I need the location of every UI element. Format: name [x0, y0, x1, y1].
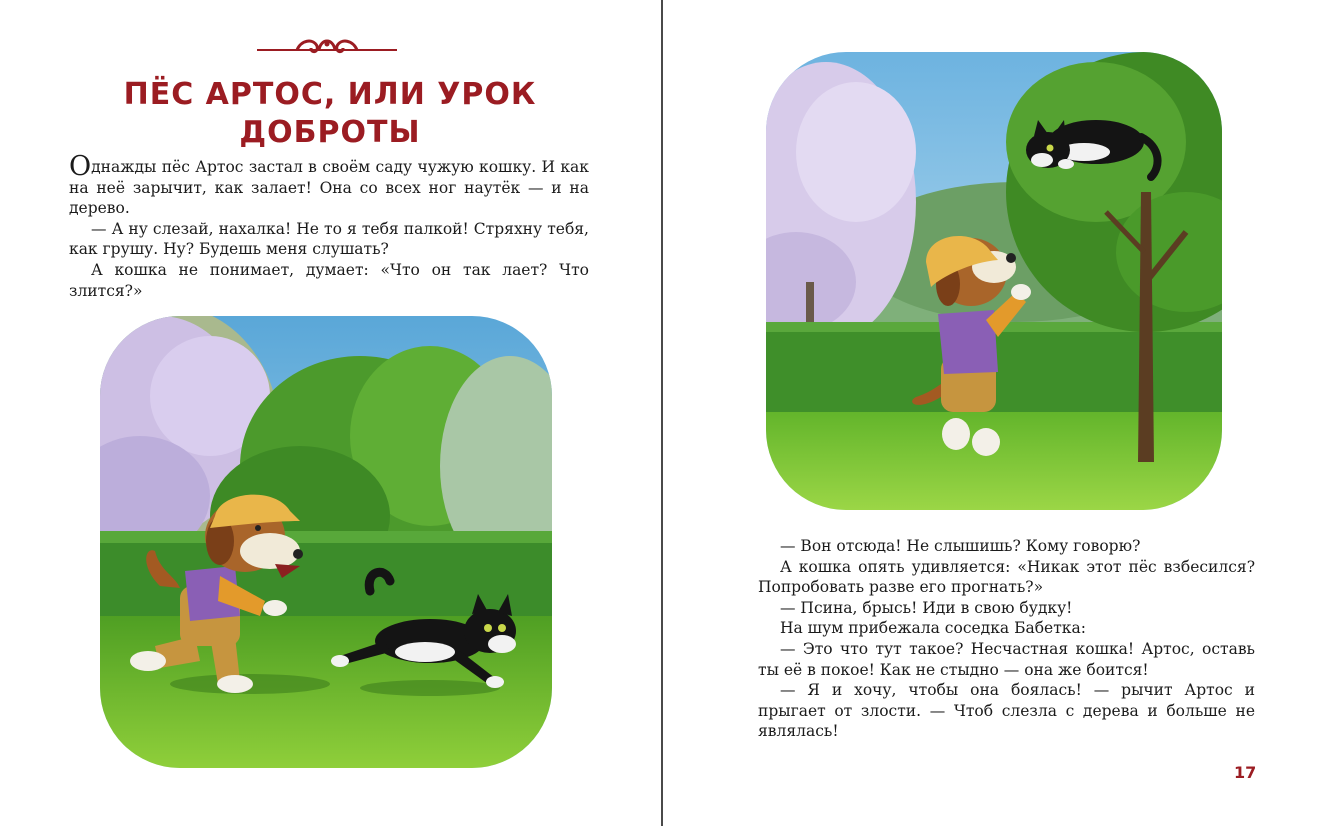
illustration-dog-chasing-cat	[100, 316, 552, 768]
paragraph: А кошка не понимает, думает: «Что он так лает? Что злится?»	[69, 260, 589, 300]
title-ornament-icon	[257, 34, 397, 60]
paragraph: — Это что тут такое? Несчастная кошка! Артос, оставь ты её в покое! Как не стыдно — она же боится!	[758, 639, 1255, 679]
drop-cap: О	[69, 151, 92, 182]
paragraph: А кошка опять удивляется: «Никак этот пёс взбесился? Попробовать разве его прогнать?»	[758, 557, 1255, 597]
paragraph: На шум прибежала соседка Бабетка:	[780, 619, 1086, 638]
paragraph: — Я и хочу, чтобы она боялась! — рычит Артос и прыгает от злости. — Чтоб слезла с дерева и больше не являлась!	[758, 681, 1255, 741]
story-title: ПЁС АРТОС, ИЛИ УРОК ДОБРОТЫ	[123, 77, 537, 150]
page-gutter	[661, 0, 663, 826]
left-body-text	[69, 151, 589, 301]
paragraph: — А ну слезай, нахалка! Не то я тебя палкой! Стряхну тебя, как грушу. Ну? Будешь меня слушать?	[69, 219, 589, 259]
illustration-cat-in-tree	[766, 52, 1222, 510]
first-paragraph-text: днажды пёс Артос застал в своём саду чужую кошку. И как на неё зарычит, как залает! Она со всех ног наутёк — и на дерево.	[69, 158, 589, 218]
page-number: 17	[1234, 763, 1257, 782]
first-paragraph	[69, 151, 589, 219]
paragraph: — Псина, брысь! Иди в свою будку!	[780, 598, 1073, 617]
right-body-text	[758, 536, 1255, 742]
paragraph: — Вон отсюда! Не слышишь? Кому говорю?	[780, 537, 1141, 555]
